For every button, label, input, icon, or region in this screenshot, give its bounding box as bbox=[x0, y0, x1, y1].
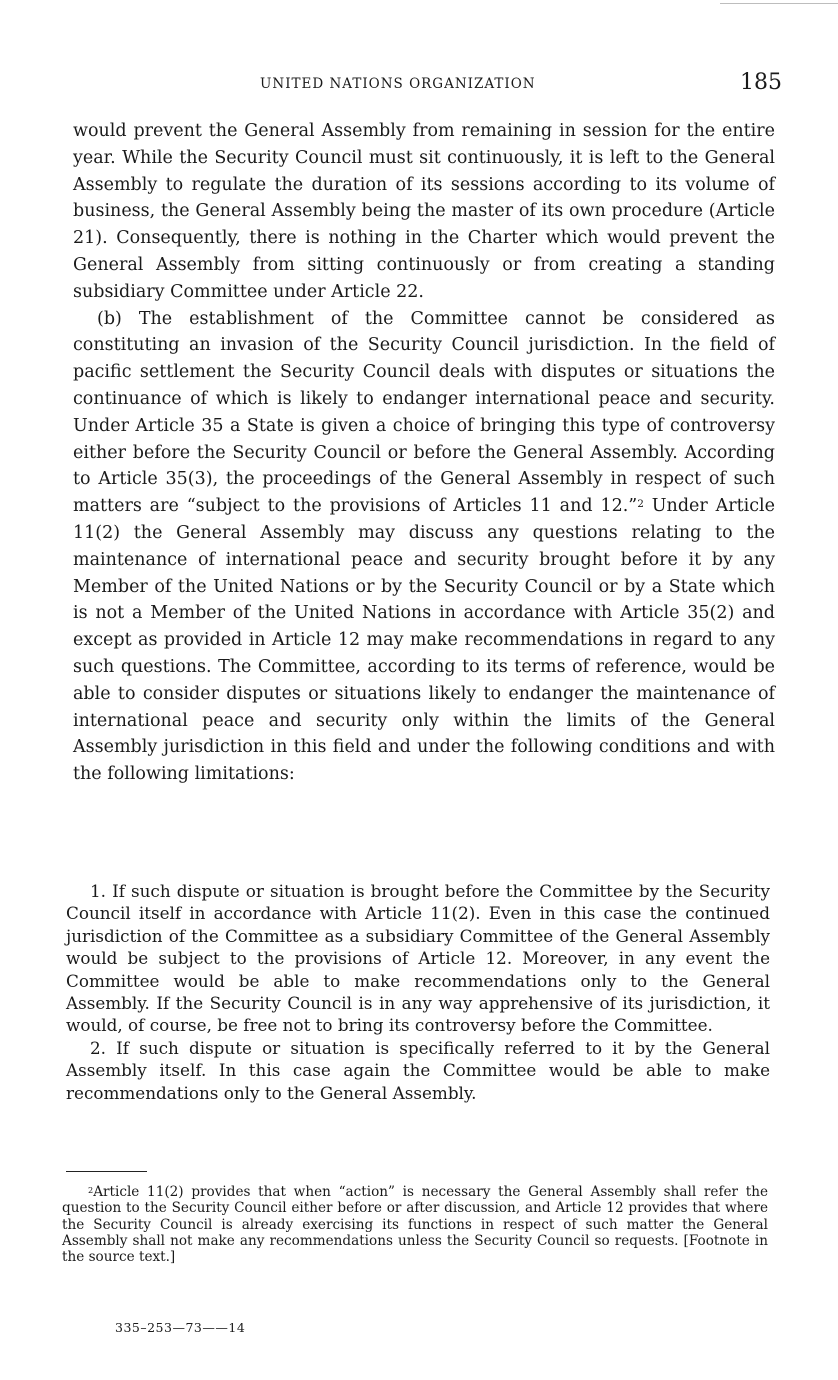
paragraph-continuation: would prevent the General Assembly from remaining in session for the entire year. While the Security Council must sit continuously, it is left to the General Assembly to regulate the duration of its sessions according to its volume of business, the General Assembly being the master of its own procedure (Article 21). Consequently, there is nothing in the Charter which would prevent the General Assembly from sitting continuously or from creating a standing subsidiary Committee under Article 22. bbox=[73, 121, 775, 302]
body-text bbox=[73, 118, 775, 788]
printer-mark: 335–253—73——14 bbox=[115, 1320, 246, 1335]
conditions-list bbox=[66, 880, 770, 1104]
footnote-rule bbox=[66, 1171, 147, 1172]
paragraph-b bbox=[73, 306, 775, 788]
list-item-2: 2. If such dispute or situation is specifically referred to it by the General Assembly itself. In this case again the Committee would be able to make recommendations only to the General Assembly. bbox=[66, 1037, 770, 1103]
footnote bbox=[62, 1184, 768, 1265]
footnote-marker: 2 bbox=[88, 1185, 94, 1195]
list-item-1: 1. If such dispute or situation is brought before the Committee by the Security Council itself in accordance with Article 11(2). Even in this case the continued jurisdiction of the Committee as a subsidiary Committee of the General Assembly would be subject to the provisions of Article 12. Moreover, in any event the Committee would be able to make recommendations only to the General Assembly. If the Security Council is in any way apprehensive of its jurisdiction, it would, of course, be free not to bring its controversy before the Committee. bbox=[66, 881, 770, 1036]
running-head: UNITED NATIONS ORGANIZATION bbox=[260, 76, 536, 92]
footnote-reference: 2 bbox=[637, 498, 644, 511]
top-edge-rule bbox=[720, 3, 838, 4]
page-number: 185 bbox=[740, 70, 782, 95]
footnote-text: Article 11(2) provides that when “action” is necessary the General Assembly shall refer the question to the Security Council either before or after discussion, and Article 12 provides that where the Security Council is already exercising its functions in respect of such matter the General Assembly shall not make any recommendations unless the Security Council so requests. [Footnote in the source text.] bbox=[62, 1184, 768, 1266]
paragraph-b-part2: Under Article 11(2) the General Assembly may discuss any questions relating to the maintenance of international peace and security brought before it by any Member of the United Nations or by the Security Council or by a State which is not a Member of the United Nations in accordance with Article 35(2) and except as provided in Article 12 may make recommendations in regard to any such questions. The Committee, according to its terms of reference, would be able to consider disputes or situations likely to endanger the maintenance of international peace and security only within the limits of the General Assembly jurisdiction in this field and under the following conditions and with the following limitations: bbox=[73, 496, 776, 785]
paragraph-b-part1: (b) The establishment of the Committee cannot be considered as constituting an invasion of the Security Council jurisdiction. In the field of pacific settlement the Security Council deals with disputes or situations the continuance of which is likely to endanger international peace and security. Under Article 35 a State is given a choice of bringing this type of controversy either before the Security Council or before the General Assembly. According to Article 35(3), the proceedings of the General Assembly in respect of such matters are “subject to the provisions of Articles 11 and 12.” bbox=[73, 308, 775, 517]
